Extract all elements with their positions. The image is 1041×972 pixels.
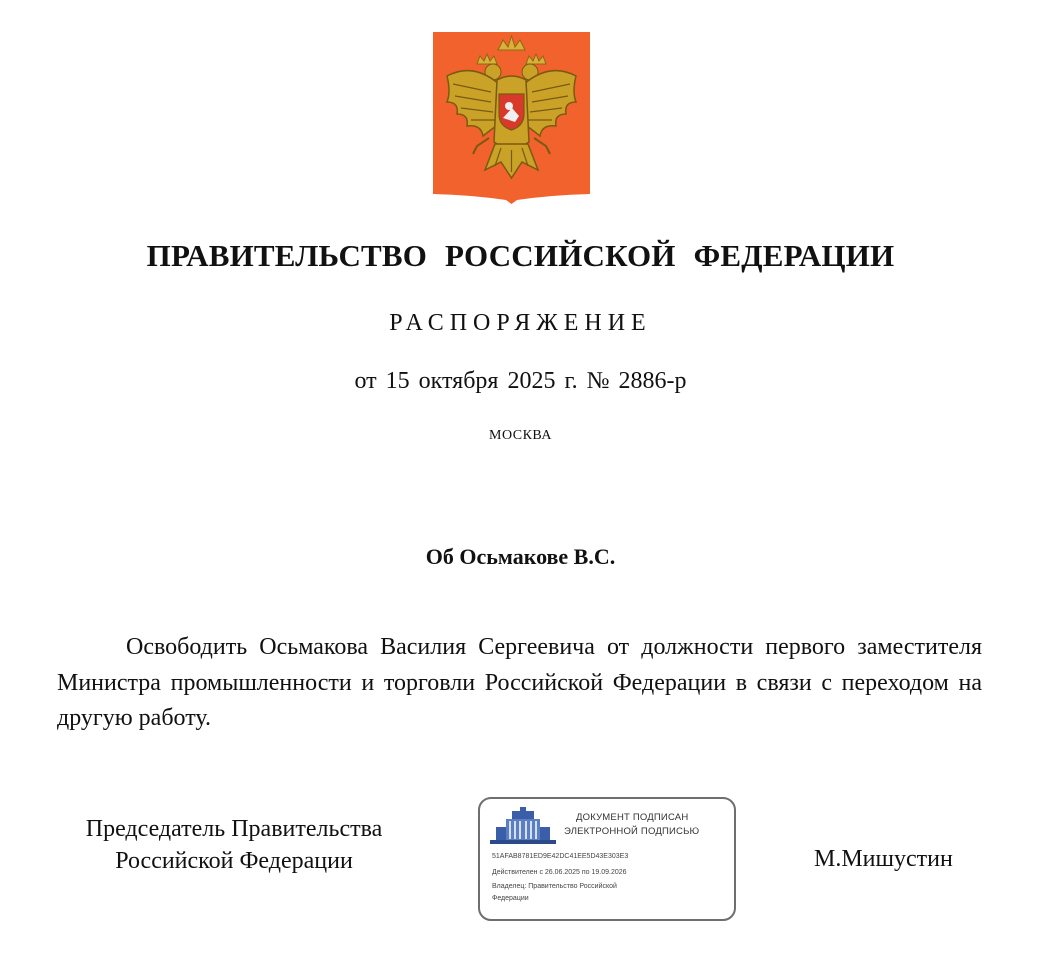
russian-coat-of-arms-icon (433, 32, 590, 204)
coat-of-arms-emblem (433, 32, 590, 204)
government-building-icon (490, 807, 556, 847)
electronic-signature-stamp (478, 797, 736, 921)
signer-position (40, 813, 428, 877)
stamp-heading-line2: ЭЛЕКТРОННОЙ ПОДПИСЬЮ (564, 826, 700, 837)
document-type: РАСПОРЯЖЕНИЕ (389, 310, 652, 336)
stamp-validity: Действителен с 26.06.2025 по 19.09.2026 (492, 869, 627, 876)
document-date-number: от 15 октября 2025 г. № 2886-р (354, 368, 687, 394)
government-title: ПРАВИТЕЛЬСТВО РОССИЙСКОЙ ФЕДЕРАЦИИ (146, 238, 895, 273)
signer-position-line2: Российской Федерации (115, 848, 353, 874)
stamp-owner-line2: Федерации (492, 895, 529, 902)
document-city: МОСКВА (489, 428, 552, 443)
signer-name: М.Мишустин (814, 846, 953, 872)
stamp-heading-line1: ДОКУМЕНТ ПОДПИСАН (576, 812, 689, 823)
stamp-owner-line1: Владелец: Правительство Российской (492, 883, 617, 890)
order-paragraph: Освободить Осьмакова Василия Сергеевича от должности первого заместителя Министра промышленности и торговли Российской Федерации в связи с переходом на другую работу. (57, 634, 982, 731)
signer-position-line1: Председатель Правительства (85, 816, 383, 842)
document-subject: Об Осьмакове В.С. (425, 544, 616, 569)
stamp-certificate: 51AFAB8781ED9E42DC41EE5D43E303E3 (492, 853, 629, 860)
